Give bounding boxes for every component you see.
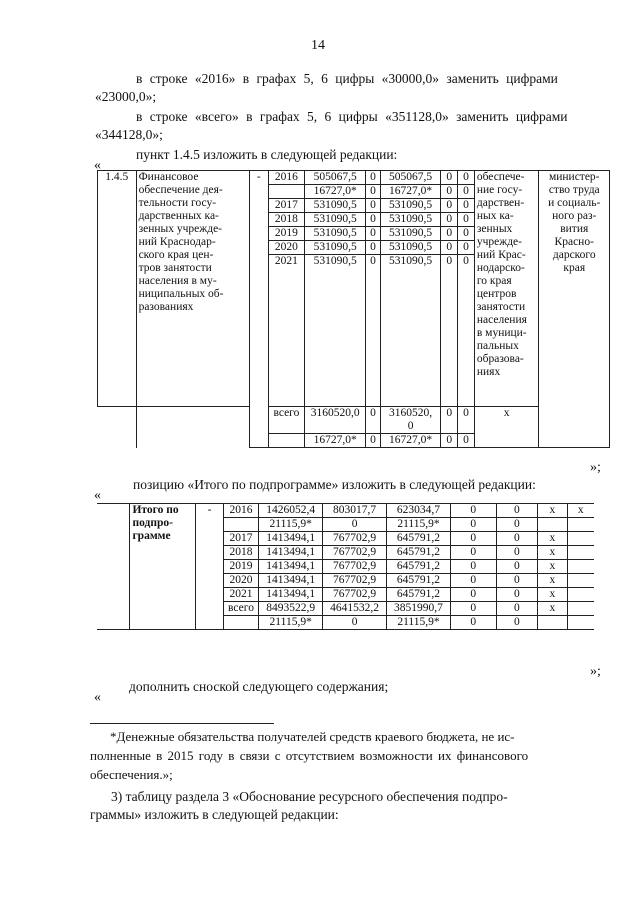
item-name-line: Финансовое [138,171,199,183]
result-cell [474,171,539,407]
result-line: центров [476,288,517,300]
regional-cell: 645791,2 [387,560,451,574]
subprogram-name-line: подпро- [132,517,173,529]
x-mark-cell [538,518,567,532]
item-name-line: тров занятости [138,262,212,274]
item-name-line: ниципальных об- [138,288,224,300]
year-cell: 2019 [268,227,305,241]
executor-line: ного раз- [552,210,597,222]
total-cell: 1426052,4 [259,504,323,518]
quote-close-1: »; [590,460,601,475]
federal-cell: 0 [366,171,381,185]
result-line: ных ка- [476,210,514,222]
regional-cell: 16727,0* [380,185,441,199]
year-cell: 2017 [223,532,259,546]
federal-cell: 4641532,2 [323,602,387,616]
result-line: образова- [476,353,524,365]
total-cell: 21115,9* [259,518,323,532]
year-cell: 2016 [223,504,259,518]
item-name-line: ний Краснодар- [138,236,216,248]
external-cell: 0 [458,185,475,199]
executor-line: и социаль- [548,197,601,209]
year-cell: 2018 [268,213,305,227]
x-mark-cell: х [538,574,567,588]
total-cell: 1413494,1 [259,574,323,588]
regional-cell: 3851990,7 [387,602,451,616]
x-mark-cell: х [538,532,567,546]
year-cell: 2016 [268,171,305,185]
total-cell: 8493522,9 [259,602,323,616]
total-cell: 21115,9* [259,616,323,630]
total-cell: 1413494,1 [259,546,323,560]
regional-cell: 645791,2 [387,532,451,546]
regional-cell: 531090,5 [380,227,441,241]
federal-cell: 0 [366,407,381,434]
external-cell: 0 [458,199,475,213]
result-line: пальных [476,340,519,352]
federal-cell: 0 [323,616,387,630]
x-mark-cell [567,546,594,560]
external-cell: 0 [458,255,475,407]
footnote-separator [90,723,274,724]
regional-cell [380,407,441,434]
result-line: ниях [476,366,501,378]
regional-cell: 21115,9* [387,616,451,630]
federal-cell: 803017,7 [323,504,387,518]
subprogram-name-line: Итого по [132,504,179,516]
x-mark-cell: х [538,602,567,616]
federal-cell: 0 [366,185,381,199]
regional-cell: 645791,2 [387,546,451,560]
paragraph-4: позицию «Итого по подпрограмме» изложить в следующей редакции: [133,477,536,492]
paragraph-2-line-2: «344128,0»; [95,127,163,142]
federal-cell: 0 [366,255,381,407]
x-mark-cell: х [538,504,567,518]
regional-cell: 645791,2 [387,588,451,602]
municipal-cell: 0 [450,616,496,630]
external-cell: 0 [496,504,538,518]
table-item-1-4-5 [97,170,610,448]
regional-cell: 645791,2 [387,574,451,588]
item-name-line: дарственных ка- [138,210,219,222]
external-cell: 0 [458,213,475,227]
federal-cell: 0 [323,518,387,532]
municipal-cell: 0 [450,602,496,616]
federal-cell: 0 [366,199,381,213]
municipal-cell: 0 [450,546,496,560]
municipal-cell: 0 [441,227,458,241]
status-dash: - [196,504,223,630]
external-cell: 0 [458,171,475,185]
year-cell: 2021 [268,255,305,407]
external-cell: 0 [458,434,475,448]
table-row [97,504,594,518]
regional-cell: 21115,9* [387,518,451,532]
year-cell: всего [268,407,305,434]
total-cell: 531090,5 [305,241,366,255]
municipal-cell: 0 [441,199,458,213]
external-cell: 0 [496,560,538,574]
federal-cell: 767702,9 [323,588,387,602]
result-line: занятости [476,301,526,313]
empty-cell [136,407,249,448]
regional-cell: 531090,5 [380,241,441,255]
result-line: ний Крас- [476,249,526,261]
x-mark-cell: х [538,560,567,574]
external-cell: 0 [458,407,475,434]
external-cell: 0 [496,616,538,630]
item-number: 1.4.5 [98,171,137,407]
municipal-cell: 0 [441,213,458,227]
year-cell: 2020 [223,574,259,588]
paragraph-6-line-1: 3) таблицу раздела 3 «Обоснование ресурсного обеспечения подпро- [111,789,508,804]
year-cell [223,518,259,532]
municipal-cell: 0 [441,434,458,448]
total-cell: 531090,5 [305,213,366,227]
paragraph-2-line-1: в строке «всего» в графах 5, 6 цифры «351128,0» заменить цифрами [136,109,568,124]
executor-cell [539,171,610,448]
municipal-cell: 0 [441,171,458,185]
executor-line: края [563,262,586,274]
total-cell: 531090,5 [305,255,366,407]
external-cell: 0 [496,532,538,546]
item-name-line: тельности госу- [138,197,217,209]
total-cell: 531090,5 [305,227,366,241]
x-mark-cell [567,518,594,532]
x-mark-cell [567,602,594,616]
executor-line: министер- [548,171,600,183]
quote-open-2: « [94,488,101,503]
paragraph-3: пункт 1.4.5 изложить в следующей редакции: [136,147,398,162]
total-cell: 531090,5 [305,199,366,213]
paragraph-5: дополнить сноской следующего содержания; [129,679,389,694]
paragraph-6-line-2: граммы» изложить в следующей редакции: [90,807,339,822]
result-line: ние госу- [476,184,523,196]
external-cell: 0 [496,602,538,616]
regional-cell: 531090,5 [380,213,441,227]
table-row [98,171,610,185]
x-mark-cell [567,532,594,546]
regional-cell: 16727,0* [380,434,441,448]
item-name [136,171,249,407]
total-cell: 505067,5 [305,171,366,185]
result-line: населения [476,314,527,326]
executor-line: дарского [552,249,596,261]
result-line: нодарско- [476,262,525,274]
regional-cell: 623034,7 [387,504,451,518]
year-cell [268,185,305,199]
result-line: го края [476,275,512,287]
regional-cell: 531090,5 [380,199,441,213]
municipal-cell: 0 [450,588,496,602]
federal-cell: 0 [366,241,381,255]
paragraph-1-line-1: в строке «2016» в графах 5, 6 цифры «30000,0» заменить цифрами [136,71,558,86]
subprogram-name [130,504,196,630]
total-cell: 1413494,1 [259,532,323,546]
footnote-line-3: обеспечения.»; [90,767,173,782]
municipal-cell: 0 [441,185,458,199]
x-mark-cell [538,616,567,630]
municipal-cell: 0 [450,574,496,588]
total-cell: 1413494,1 [259,588,323,602]
empty-cell [97,504,130,630]
municipal-cell: 0 [450,560,496,574]
federal-cell: 767702,9 [323,574,387,588]
external-cell: 0 [458,227,475,241]
year-cell: 2021 [223,588,259,602]
year-cell [268,434,305,448]
regional-line: 0 [407,420,414,432]
municipal-cell: 0 [441,255,458,407]
municipal-cell: 0 [441,407,458,434]
result-line: зенных [476,223,513,235]
year-cell: 2019 [223,560,259,574]
year-cell: 2020 [268,241,305,255]
total-cell: 3160520,0 [305,407,366,434]
quote-open-3: « [94,690,101,705]
result-line: обеспече- [476,171,525,183]
x-mark-cell: х [538,588,567,602]
executor-line: ство труда [548,184,600,196]
external-cell: 0 [496,518,538,532]
footnote-line-1: *Денежные обязательства получателей средств краевого бюджета, не ис- [110,729,515,744]
year-cell: 2017 [268,199,305,213]
x-mark-cell [567,560,594,574]
year-cell: всего [223,602,259,616]
federal-cell: 767702,9 [323,560,387,574]
federal-cell: 767702,9 [323,532,387,546]
x-mark-cell [567,574,594,588]
table-row [98,407,610,434]
regional-cell: 531090,5 [380,255,441,407]
result-line: учрежде- [476,236,522,248]
item-name-line: обеспечение дея- [138,184,223,196]
total-cell: 16727,0* [305,185,366,199]
x-mark-cell [567,588,594,602]
year-cell: 2018 [223,546,259,560]
regional-line: 3160520, [389,407,433,419]
footnote-line-2: полненные в 2015 году в связи с отсутствием возможности их финансового [90,748,529,763]
year-cell [223,616,259,630]
result-line: в муници- [476,327,527,339]
empty-cell [98,407,137,448]
x-mark-cell [567,616,594,630]
municipal-cell: 0 [441,241,458,255]
external-cell: 0 [496,546,538,560]
item-name-line: разованиях [138,301,194,313]
regional-cell: 505067,5 [380,171,441,185]
municipal-cell: 0 [450,504,496,518]
executor-line: вития [560,223,589,235]
federal-cell: 0 [366,213,381,227]
x-mark-cell: х [567,504,594,518]
x-mark-cell: х [538,546,567,560]
quote-open-1: « [94,158,101,173]
federal-cell: 767702,9 [323,546,387,560]
page-number: 14 [311,38,325,53]
federal-cell: 0 [366,434,381,448]
paragraph-1-line-2: «23000,0»; [95,89,157,104]
status-dash: - [249,171,268,448]
item-name-line: зенных учрежде- [138,223,223,235]
municipal-cell: 0 [450,532,496,546]
external-cell: 0 [496,574,538,588]
federal-cell: 0 [366,227,381,241]
external-cell: 0 [458,241,475,255]
total-cell: 16727,0* [305,434,366,448]
municipal-cell: 0 [450,518,496,532]
item-name-line: населения в му- [138,275,217,287]
executor-line: Красно- [554,236,594,248]
result-x-mark: х [474,407,539,448]
table-subprogram-total [97,503,594,630]
item-name-line: ского края цен- [138,249,214,261]
external-cell: 0 [496,588,538,602]
total-cell: 1413494,1 [259,560,323,574]
subprogram-name-line: грамме [132,530,171,542]
result-line: дарствен- [476,197,525,209]
quote-close-2: »; [590,664,601,679]
